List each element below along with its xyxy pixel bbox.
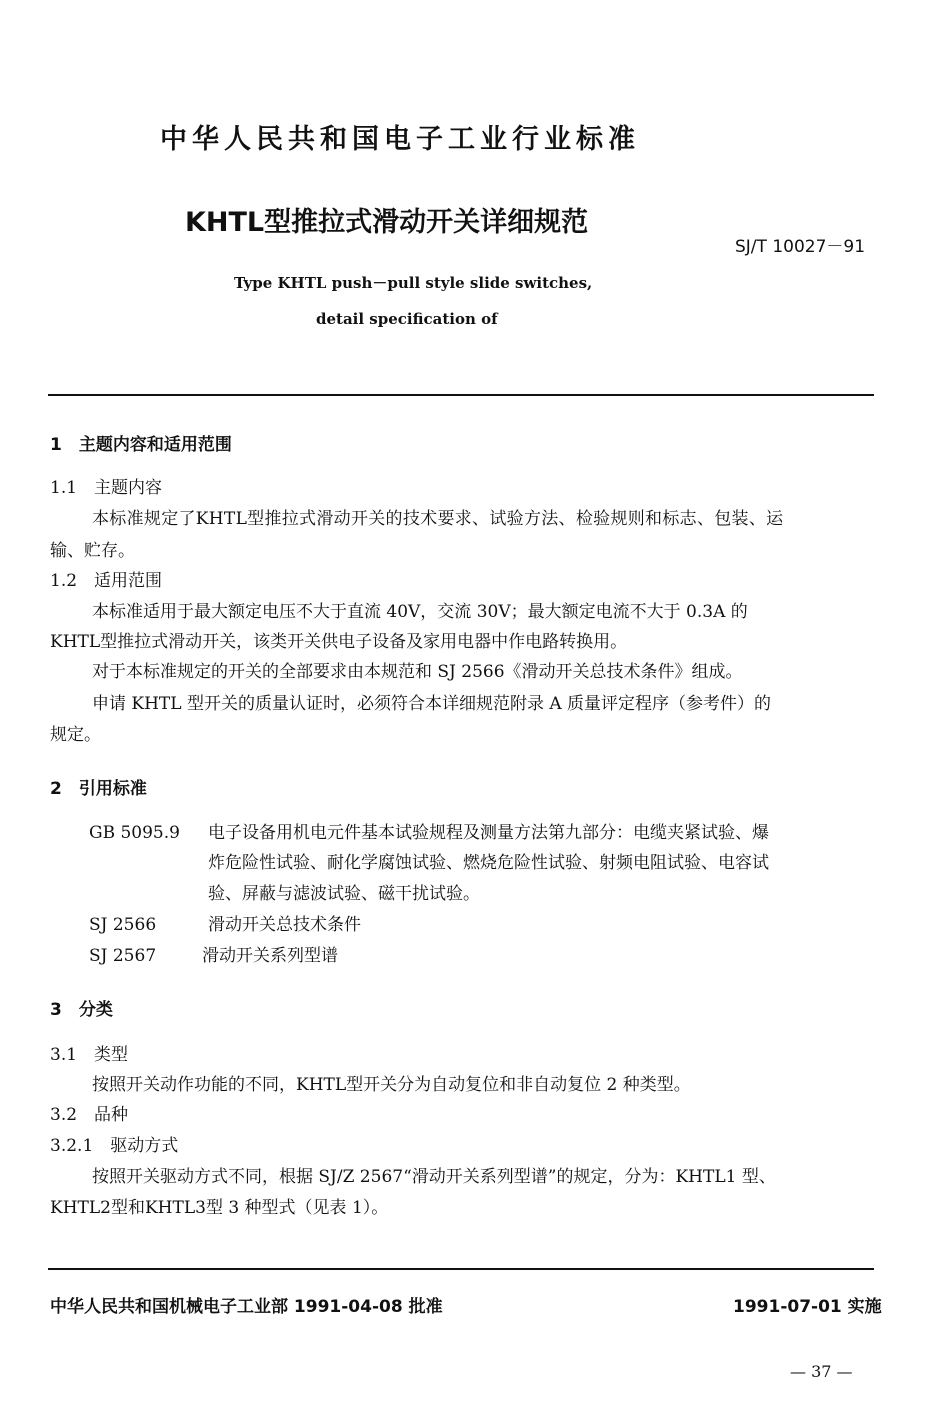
org-title: 中华人民共和国电子工业行业标准 (160, 124, 640, 155)
section-1-2-paragraph-3-line1: 申请 KHTL 型开关的质量认证时，必须符合本详细规范附录 A 质量评定程序（参考件）的 (92, 694, 772, 714)
reference-title-line1: 滑动开关总技术条件 (208, 915, 361, 935)
english-title-line2: detail specification of (316, 310, 498, 328)
header-divider (48, 394, 874, 396)
section-1-1-heading: 1.1 主题内容 (50, 478, 163, 498)
english-title-line1: Type KHTL push－pull style slide switches, (234, 274, 593, 292)
reference-title-line2: 炸危险性试验、耐化学腐蚀试验、燃烧危险性试验、射频电阻试验、电容试 (208, 853, 769, 873)
reference-code: GB 5095.9 (89, 823, 180, 843)
footer-divider (48, 1268, 874, 1270)
reference-code: SJ 2566 (89, 915, 157, 935)
effective-date: 1991-07-01 实施 (733, 1297, 882, 1317)
reference-title-line3: 验、屏蔽与滤波试验、磁干扰试验。 (208, 884, 480, 904)
section-1-2-heading: 1.2 适用范围 (50, 571, 163, 591)
doc-code: SJ/T 10027－91 (735, 237, 866, 257)
section-3-heading: 3 分类 (50, 1000, 113, 1020)
section-3-1-heading: 3.1 类型 (50, 1045, 129, 1065)
section-3-2-1-heading: 3.2.1 驱动方式 (50, 1136, 179, 1156)
section-1-1-paragraph-line2: 输、贮存。 (50, 541, 135, 561)
section-3-2-1-paragraph-line2: KHTL2型和KHTL3型 3 种型式（见表 1）。 (50, 1198, 389, 1218)
page-number: — 37 — (790, 1362, 853, 1381)
section-1-2-paragraph-2: 对于本标准规定的开关的全部要求由本规范和 SJ 2566《滑动开关总技术条件》组成。 (92, 662, 743, 682)
section-3-2-1-paragraph-line1: 按照开关驱动方式不同，根据 SJ/Z 2567“滑动开关系列型谱”的规定，分为：KHTL1 型、 (92, 1167, 776, 1187)
section-3-2-heading: 3.2 品种 (50, 1105, 129, 1125)
approval-statement: 中华人民共和国机械电子工业部 1991-04-08 批准 (50, 1297, 443, 1317)
doc-title: KHTL型推拉式滑动开关详细规范 (185, 207, 589, 238)
reference-code: SJ 2567 (89, 946, 157, 966)
reference-title-line1: 电子设备用机电元件基本试验规程及测量方法第九部分：电缆夹紧试验、爆 (208, 823, 769, 843)
section-1-2-paragraph-line2: KHTL型推拉式滑动开关，该类开关供电子设备及家用电器中作电路转换用。 (50, 632, 628, 652)
section-1-2-paragraph-line1: 本标准适用于最大额定电压不大于直流 40V，交流 30V；最大额定电流不大于 0.3A 的 (92, 602, 748, 622)
section-2-heading: 2 引用标准 (50, 779, 147, 799)
section-1-2-paragraph-3-line2: 规定。 (50, 725, 101, 745)
section-1-heading: 1 主题内容和适用范围 (50, 435, 232, 455)
section-3-1-paragraph: 按照开关动作功能的不同，KHTL型开关分为自动复位和非自动复位 2 种类型。 (92, 1075, 691, 1095)
section-1-1-paragraph-line1: 本标准规定了KHTL型推拉式滑动开关的技术要求、试验方法、检验规则和标志、包装、运 (92, 509, 784, 529)
reference-title-line1: 滑动开关系列型谱 (202, 946, 338, 966)
